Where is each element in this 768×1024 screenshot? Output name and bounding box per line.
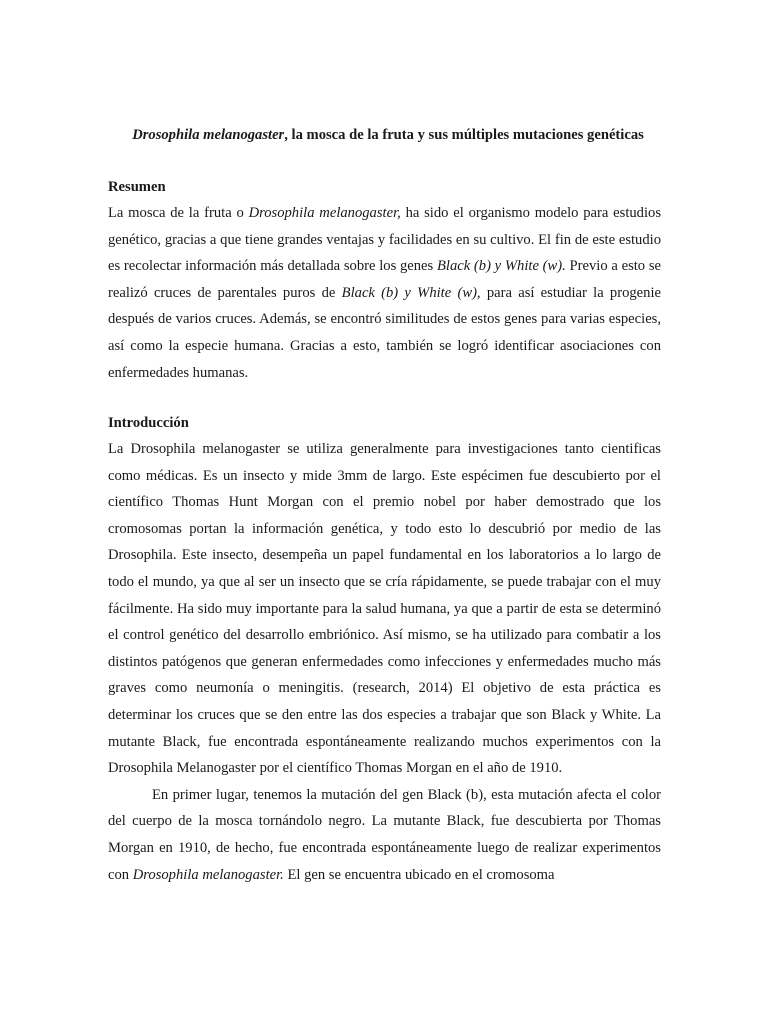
resumen-segment-italic: Black (b) y White (w), [341, 284, 481, 301]
resumen-paragraph [108, 200, 661, 386]
introduccion-body [108, 436, 661, 888]
introduccion-paragraph-2 [108, 782, 661, 888]
introduccion-paragraph-1: La Drosophila melanogaster se utiliza generalmente para investigaciones tanto cientificas como médicas. Es un insecto y mide 3mm de largo. Este espécimen fue descubierto por el científico Thomas Hunt Morgan con el premio nobel por haber demostrado que los cromosomas portan la información genética, y todo esto lo descubrió por medio de las Drosophila. Este insecto, desempeña un papel fundamental en los laboratorios a lo largo de todo el mundo, ya que al ser un insecto que se cría rápidamente, se puede trabajar con el muy fácilmente. Ha sido muy importante para la salud humana, ya que a partir de esta se determinó el control genético del desarrollo embriónico. Así mismo, se ha utilizado para combatir a los distintos patógenos que generan enfermedades como infecciones y enfermedades mucho más graves como neumonía o meningitis. (research, 2014) El objetivo de esta práctica es determinar los cruces que se den entre las dos especies a trabajar que son Black y White. La mutante Black, fue encontrada espontáneamente realizando muchos experimentos con la Drosophila Melanogaster por el científico Thomas Morgan en el año de 1910. [108, 441, 661, 777]
resumen-segment: ha sido el organismo modelo para estudios genético, gracias a que tiene grandes ventajas y facilidades en su cultivo. El fin de este estudio es recolectar información más detallada sobre los genes [108, 205, 661, 275]
section-heading-introduccion: Introducción [108, 415, 189, 431]
intro-p2-segment: En primer lugar, tenemos la mutación del gen Black (b), esta mutación afecta el color del cuerpo de la mosca tornándolo negro. La mutante Black, fue descubierta por Thomas Morgan en 1910, de hecho, fue encontrada espontáneamente luego de realizar experimentos con [108, 786, 661, 883]
section-heading-resumen: Resumen [108, 179, 166, 195]
title-species-italic: Drosophila melanogaster [132, 127, 285, 143]
resumen-segment-italic: Black (b) y White (w). [436, 258, 566, 275]
resumen-segment: Previo a esto se realizó cruces de parentales puros de [108, 258, 662, 301]
document-title [108, 126, 668, 144]
resumen-segment: para así estudiar la progenie después de varios cruces. Además, se encontró similitudes de estos genes para varias especies, así como la especie humana. Gracias a esto, también se logró identificar asociaciones con enfermedades humanas. [108, 284, 661, 381]
resumen-segment-italic: Drosophila melanogaster, [248, 205, 401, 221]
intro-p2-segment-italic: Drosophila melanogaster. [132, 866, 284, 883]
title-rest: , la mosca de la fruta y sus múltiples mutaciones genéticas [284, 127, 644, 143]
resumen-body [108, 200, 661, 386]
intro-p2-segment: El gen se encuentra ubicado en el cromosoma [283, 866, 555, 883]
resumen-segment: La mosca de la fruta o [108, 205, 249, 221]
